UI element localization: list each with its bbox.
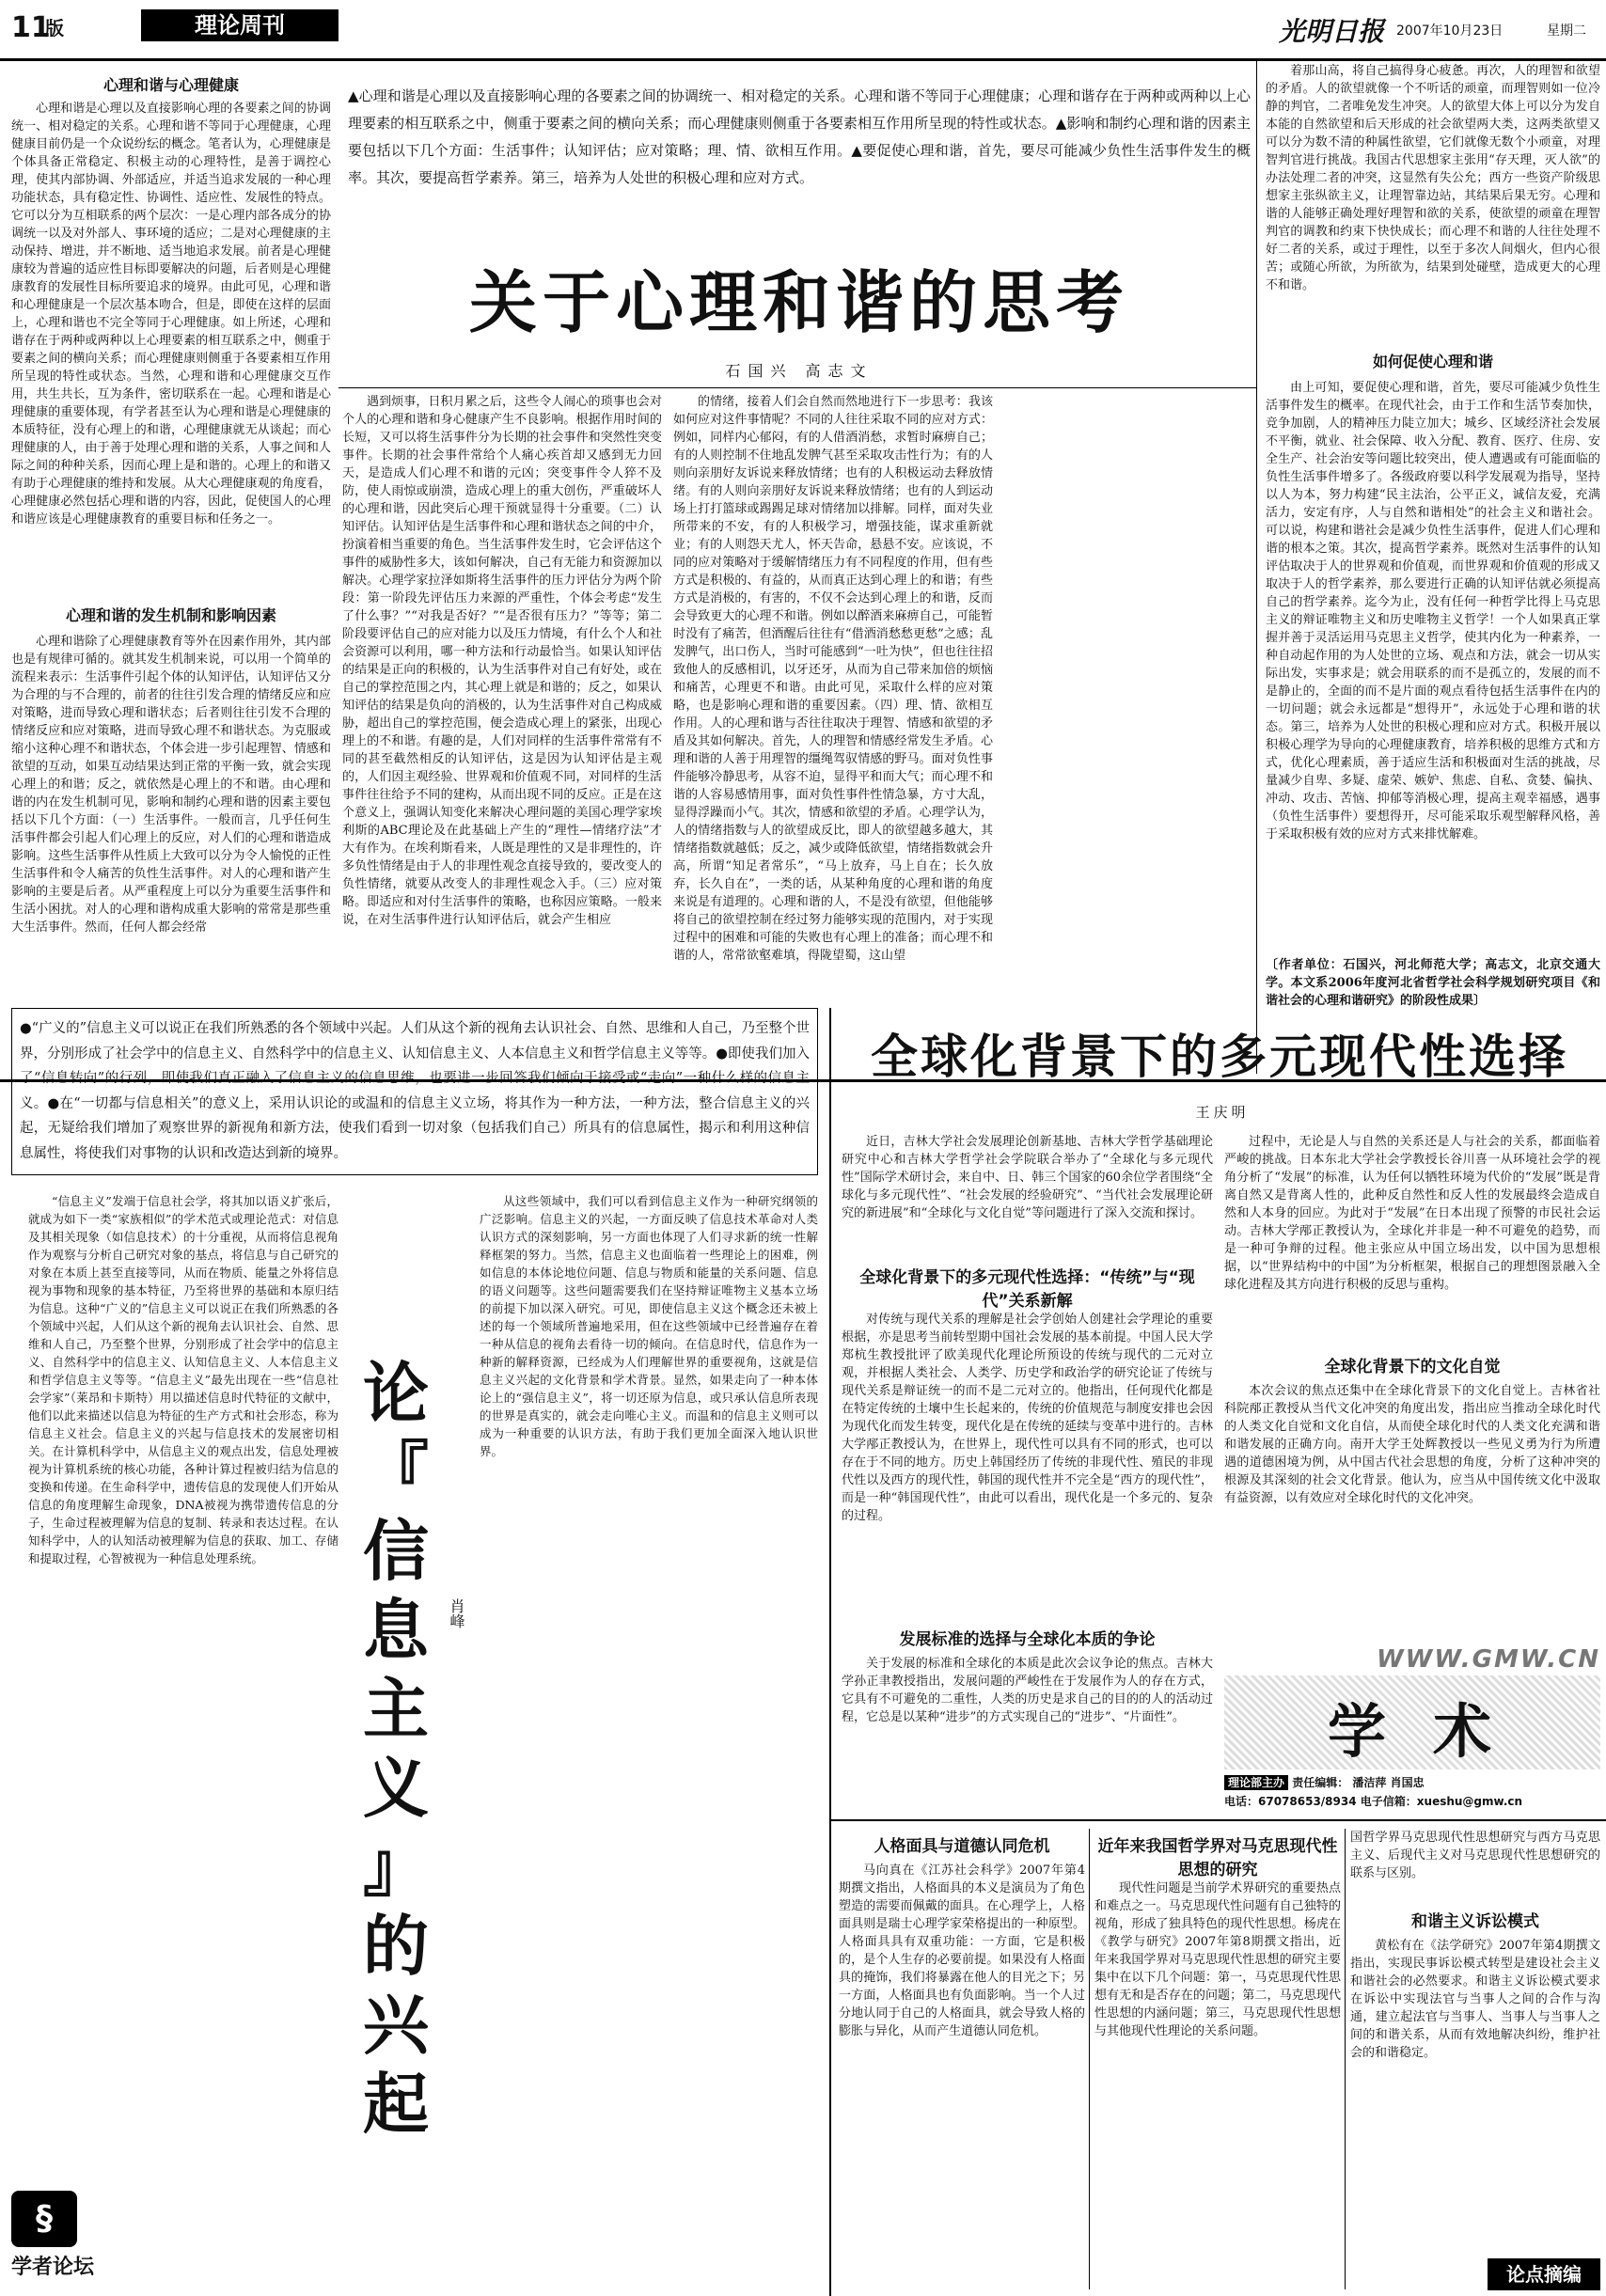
- editor-info: [1224, 1773, 1600, 1815]
- article1-column-3: 的情绪，接着人们会自然而然地进行下一步思考：我该如何应对这件事情呢？不同的人往往采取不同的应对方式：例如，同样内心郁闷，有的人借酒消愁，求暂时麻痹自己；有的人则控制不住地乱发脾气甚至采取攻击性行为；有的人则向亲朋好友诉说来释放情绪；也有的人积极运动去释放情绪。有的人则向亲朋好友诉说来释放情绪；也有的人到运动场上打打篮球或踢踢足球对情绪加以排解。同样，面对失业所带来的不安，有的人积极学习，增强技能，谋求重新就业；有的人则怨天尤人，怀天告命，悬悬不安。应该说，不同的应对策略对于缓解情绪压力有不同程度的作用，但有些方式是积极的、有益的，从而真正达到心理上的和谐；有些方式是消极的，有害的，不仅不会达到心理上的和谐，反而会导致更大的心理不和谐。例如以醉酒来麻痹自己，可能暂时没有了痛苦，但酒醒后往往有“借酒消愁愁更愁”之感；乱发脾气，出口伤人，当时可能感到“一吐为快”，但也往往招致他人的反感相讥，以牙还牙，从而为自己带来加倍的烦恼和痛苦，心理更不和谐。由此可见，采取什么样的应对策略，也是影响心理和谐的重要因素。（四）理、情、欲相互作用。人的心理和谐与否往往取决于理智、情感和欲望的矛盾及其如何解决。首先，人的理智和情感经常发生矛盾。心理和谐的人善于用理智的缰绳驾驭情感的野马。面对负性事件能够冷静思考，从容不迫，显得平和而大气；而心理不和谐的人容易感情用事，面对负性事件性情急暴，方寸大乱，显得浮躁而小气。其次，情感和欲望的矛盾。心理学认为，人的情绪指数与人的欲望成反比，即人的欲望越多越大，其情绪指数就越低；反之，减少或降低欲望，情绪指数就会升高，所谓“知足者常乐”，“马上放弃，马上自在；长久放弃，长久自在”，一类的话，从某种角度的心理和谐的角度来说是有道理的。心理和谐的人，不是没有欲望，但他能够将自己的欲望控制在经过努力能够实现的范围内，对于实现过程中的困难和可能的失败也有心理上的准备；而心理不和谐的人，常常欲壑难填，得陇望蜀，这山望: [673, 395, 993, 963]
- article1-col4-text-a: 着那山高，将自己搞得身心疲惫。再次，人的理智和欲望的矛盾。人的欲望就像一个不听话的顽童，而理智则如一位冷静的判官，二者唯免发生冲突。人的欲望大体上可以分为发自本能的自然欲望和后天形成的社会欲望两大类，这两类欲望又可以分为数不清的种属性欲望，它们就像无数个小顽童，对理智判官进行挑战。我国古代思想家主张用“存天理，灭人欲”的办法处理二者的冲突，这显然有失公允；西方一些资产阶级思想家主张纵欲主义，让理智靠边站，其结果后果无穷。心理和谐的人能够正确处理好理智和欲的关系，使欲望的顽童在理智判官的调教和约束下快快成长；而心理不和谐的人往往处理不好二者的关系，或过于理性，以至于多次人间烟火，但内心很苦；或随心所欲，为所欲为，结果到处碰壁，造成更大的心理不和谐。: [1266, 64, 1600, 292]
- column-divider: [1256, 58, 1257, 1074]
- page-number: 11: [11, 11, 51, 44]
- article2-lede-box: [11, 1008, 818, 1175]
- article2-column-2: 从这些领域中，我们可以看到信息主义作为一种研究纲领的广泛影响。信息主义的兴起，一方面反映了信息技术革命对人类认识方式的深刻影响，另一方面也体现了人们寻求新的统一性解释框架的努力。当然，信息主义也面临着一些理论上的困难，例如信息的本体论地位问题、信息与物质和能量的关系问题、信息的语义问题等。这些问题需要我们在坚持辩证唯物主义基本立场的前提下加以深入研究。可见，即使信息主义这个概念还未被上述的每一个领域所普遍地采用，但在这些领域中已经普遍存在着一种从信息的视角去看待一切的倾向。在信息时代，信息作为一种新的解释资源，已经成为人们理解世界的重要视角，这就是信息主义兴起的文化背景和学术背景。显然，如果走向了一种本体论上的“强信息主义”，将一切还原为信息，或只承认信息所表现的世界是真实的，就会走向唯心主义。而温和的信息主义则可以成为一种重要的认识方法，有助于我们更加全面深入地认识世界。: [480, 1194, 818, 1458]
- brief-3-intro: 国哲学界马克思现代性思想研究与西方马克思主义、后现代主义对马克思现代性思想研究的联系与区别。: [1350, 1831, 1600, 1880]
- article3-intro: 近日，吉林大学社会发展理论创新基地、吉林大学哲学基础理论研究中心和吉林大学哲学社会学院联合举办了“全球化与多元现代性”国际学术研讨会，来自中、日、韩三个国家的60余位学者围绕“全球化与多元现代性”、“社会发展的经验研究”、“当代社会发展理论研究的新进展”和“全球化与文化自觉”等问题进行了深入交流和探讨。: [842, 1135, 1213, 1220]
- article2-lede: ●“广义的”信息主义可以说正在我们所熟悉的各个领域中兴起。人们从这个新的视角去认识社会、自然、思维和人自己，乃至整个世界，分别形成了社会学中的信息主义、自然科学中的信息主义、认知信息主义、人本信息主义和哲学信息主义等等。●即使我们加入了“信息转向”的行列，即使我们真正融入了信息主义的信息思维，也要进一步回答我们倾向于接受或“走向”一种什么样的信息主义。●在“一切都与信息相关”的意义上，采用认识论的或温和的信息主义立场，将其作为一种方法，一种方法，整合信息主义的兴起，无疑给我们增加了观察世界的新视角和新方法，使我们看到一切对象（包括我们自己）所具有的信息属性，揭示和利用这种信息属性，将使我们对事物的认识和改造达到新的境界。: [20, 1021, 810, 1161]
- editor-names: 潘洁萍 肖国忠: [1352, 1776, 1425, 1789]
- article1-col1-text-b: 心理和谐除了心理健康教育等外在因素作用外，其内部也是有规律可循的。就其发生机制来说，可以用一个简单的流程来表示：生活事件引起个体的认知评估，认知评估又分为合理的与不合理的，前者的往往引发合理的情绪反应和应对策略，进而导致心理和谐状态；后者则往往引发不合理的情绪反应和应对策略，进而导致心理不和谐状态。为克服或缩小这种心理不和谐状态，个体会进一步引起理智、情感和欲望的互动，如果互动结果达到正常的平衡一致，就会实现心理上的和谐；反之，就依然是心理上的不和谐。由心理和谐的内在发生机制可见，影响和制约心理和谐的因素主要包括以下几个方面：（一）生活事件。一般而言，几乎任何生活事件都会引起人们心理上的反应，对人们的心理和谐造成影响。这些生活事件从性质上大致可以分为令人愉悦的正性生活事件和令人痛苦的负性生活事件。对人的心理和谐产生影响的主要是后者。从严重程度上可以分为重要生活事件和生活小困扰。对人的心理和谐构成重大影响的常常是那些重大生活事件。然而，任何人都会经常: [11, 635, 331, 935]
- editor-role: 责任编辑：: [1292, 1776, 1349, 1789]
- page-header: [0, 0, 1606, 61]
- article3-body-3: 本次会议的焦点还集中在全球化背景下的文化自觉上。吉林省社科院邴正教授从当代文化冲突的角度出发，指出应当推动全球化时代的人类文化自觉和文化自信，从而使全球化时代的人类文化充满和谐和谐发展的正确方向。南开大学王处辉教授以一些见义勇为行为所遭遇的道德困境为例，从中国古代社会思想的角度，分析了这种冲突的根源及其深刻的社会文化背景。他认为，应当从中国传统文化中汲取有益资源，以有效应对全球化时代的文化冲突。: [1224, 1384, 1600, 1505]
- article1-subheading-1: 心理和谐与心理健康: [102, 76, 239, 94]
- article1-col4-text-b: 由上可知，要促使心理和谐，首先，要尽可能减少负性生活事件发生的概率。在现代社会，由于工作和生活节奏加快，竞争加剧，人的精神压力陡立加大；城乡、区域经济社会发展不平衡，就业、社会保障、收入分配、教育、医疗、住房、安全生产、社会治安等问题比较突出，使人遭遇或有可能面临的负性生活事件增多了。各级政府要以科学发展观为指导，坚持以人为本，努力构建“民主法治，公平正义，诚信友爱，充满活力，安定有序，人与自然和谐相处”的社会主义和谐社会。可以说，构建和谐社会是减少负性生活事件，促进人们心理和谐的根本之策。其次，提高哲学素养。既然对生活事件的认知评估取决于人的世界观和价值观，而世界观和价值观的形成又取决于人的哲学素养，那么要进行正确的认知评估就必须提高自己的哲学素养。迄今为止，没有任何一种哲学比得上马克思主义的辩证唯物主义和历史唯物主义哲学！一个人如果真正掌握并善于灵活运用马克思主义哲学，使其内化为一种素养，一种自动起作用的为人处世的立场、观点和方法，就会一切从实际出发，实事求是；就会用联系的而不是孤立的，发展的而不是静止的，全面的而不是片面的观点看待包括生活事件在内的一切问题；就会永远都是“想得开”，永远处于心理和谐的状态。第三，培养为人处世的积极心理和应对方式。积极开展以积极心理学为导向的心理健康教育，培养积极的思维方式和方式，优化心理素质，善于适应生活和积极面对生活的挑战，尽量减少自卑、多疑、虚荣、嫉妒、焦虑、自私、贪婪、偏执、冲动、攻击、苦恼、抑郁等消极心理，提高主观幸福感，遇事（负性生活事件）要想得开，尽可能采取乐观型解释风格，善于采取积极有效的应对方式来排忧解难。: [1266, 381, 1600, 841]
- article3-col2-text: 过程中，无论是人与自然的关系还是人与社会的关系，都面临着严峻的挑战。日本东北大学社会学教授长谷川喜一从环境社会学的视角分析了“发展”的标准，认为任何以牺牲环境为代价的“发展”既是背离自然又是背离人性的，此种反自然性和反人性的发展最终会造成自然和人本身的回应。为此对于“发展”在日本出现了预警的市民社会运动。吉林大学邴正教授认为，全球化并非是一种不可避免的趋势，而是一种可争辩的过程。他主张应从中国立场出发，以中国为思想根据，以“世界结构中的中国”为分析框架，根据自己的理想图景融入全球化进程及其方向进行积极的反思与重构。: [1224, 1135, 1600, 1292]
- editor-label: 理论部主办: [1224, 1775, 1288, 1790]
- section-banner-title: 学术: [1328, 1697, 1539, 1766]
- article1-column-2: 遇到烦事，日积月累之后，这些令人闹心的琐事也会对个人的心理和谐和身心健康产生不良影响。根据作用时间的长短，又可以将生活事件分为长期的社会事件和突然性突变事件。长期的社会事件常给个人痛心疾首却又感到无力回天，是造成人们心理不和谐的元凶；突变事件令人猝不及防，使人雨惊或崩溃，造成心理上的重大创伤，严重破坏人的心理和谐，因此突后心理干预就显得十分重要。（二）认知评估。认知评估是生活事件和心理和谐状态之间的中介，扮演着相当重要的角色。当生活事件发生时，它会评估这个事件的威胁性多大，该如何解决，自己有无能力和资源加以解决。心理学家拉泽如斯将生活事件的压力评估分为两个阶段：第一阶段先评估压力来源的严重性，个体会考虑“发生了什么事？”“对我是否好？”“是否很有压力？”等等；第二阶段要评估自己的应对能力以及压力情境，有什么个人和社会资源可以利用，哪一种方法和行动最恰当。如果认知评估的结果是正向的积极的，认为生活事件对自己有好处，或在自己的掌控范围之内，其心理上就是和谐的；反之，如果认知评估的结果是负向的消极的，认为生活事件对自己构成威胁，超出自己的掌控范围，便会造成心理上的紧张，出现心理上的不和谐。有趣的是，人们对同样的生活事件常常有不同的甚至截然相反的认知评估，这是因为认知评估是主观的，人们因主观经验、世界观和价值观不同，对同样的生活事件往往给予不同的建构，从而出现不同的反应。正是在这个意义上，强调认知变化来解决心理问题的美国心理学家埃利斯的ABC理论及在此基础上产生的“理性—情绪疗法”才大有作为。在埃利斯看来，人既是理性的又是非理性的，许多负性情绪是由于人的非理性观念直接导致的，要改变人的负性情绪，就要从改变人的非理性观念入手。（三）应对策略。即适应和对付生活事件的策略，也称因应策略。一般来说，在对生活事件进行认知评估后，就会产生相应: [342, 395, 662, 927]
- article2-title-char: 的: [363, 1908, 429, 1985]
- article1-title: 关于心理和谐的思考: [468, 263, 1129, 342]
- article3-column-2: [1224, 1133, 1600, 1641]
- article2-author: 肖峰: [448, 1598, 465, 1628]
- forum-logo-text: 学者论坛: [11, 2256, 95, 2279]
- article2-title-char: 论: [363, 1355, 429, 1432]
- article2-title-char: 义: [363, 1750, 429, 1827]
- brief-2: [1094, 1829, 1341, 2280]
- article3-author: 王庆明: [1195, 1104, 1250, 1121]
- article1-author: 石国兴 高志文: [725, 362, 874, 380]
- article3-title: 全球化背景下的多元现代性选择: [871, 1030, 1568, 1084]
- column-divider: [829, 1008, 831, 2296]
- brief-2-title: 近年来我国哲学界对马克思现代性思想的研究: [1097, 1837, 1338, 1879]
- brief-3: [1350, 1829, 1600, 2242]
- article3-body-2: 关于发展的标准和全球化的本质是此次会议争论的焦点。吉林大学孙正聿教授指出，发展问题的严峻性在于发展作为人的存在方式，它具有不可避免的二重性，人类的历史是求自己的目的的人的活动过程，它总是以某种“进步”的方式实现自己的“进步”、“片面性”。: [842, 1657, 1213, 1724]
- brief-3-title: 和谐主义诉讼模式: [1411, 1912, 1539, 1931]
- section-banner: [1224, 1675, 1600, 1769]
- article2-title-char: 信: [363, 1513, 429, 1590]
- article1-divider: [339, 387, 1256, 388]
- article1-subheading-2: 心理和谐的发生机制和影响因素: [65, 606, 276, 624]
- brief-1-body: 马向真在《江苏社会科学》2007年第4期撰文指出，人格面具的本义是演员为了角色塑造的需要而佩戴的面具。在心理学上，人格面具则是瑞士心理学家荣格提出的一种原型。人格面具具有双重功能：一方面，它是积极的，是个人生存的必要前提。如果没有人格面具的掩饰，我们将暴露在他人的目光之下；另一方面，人格面具也有负面影响。当一个人过分地认同于自己的人格面具，就会导致人格的膨胀与异化，从而产生道德认同危机。: [839, 1864, 1085, 2038]
- article2-title-char: 『: [363, 1434, 429, 1511]
- newspaper-logo: 光明日报: [1279, 16, 1385, 47]
- page-label: 版: [45, 17, 64, 39]
- article1-footnote: 〔作者单位：石国兴，河北师范大学；高志文，北京交通大学。本文系2006年度河北省哲学社会科学规划研究项目《和谐社会的心理和谐研究》的阶段性成果〕: [1266, 958, 1600, 1008]
- article2-title: [353, 1354, 439, 2162]
- article1-column-1: [11, 100, 331, 1068]
- brief-1-title: 人格面具与道德认同危机: [874, 1837, 1050, 1856]
- article2-title-char: 兴: [363, 1987, 429, 2064]
- article2-column-1: “信息主义”发端于信息社会学，将其加以语义扩张后，就成为如下一类“家族相似”的学术范式或理论范式：对信息及其相关现象（如信息技术）的十分重视，从而将信息视角作为观察与分析自己研究对象的基点，将信息与自己研究的对象在本质上甚至直接等同，从而在物质、能量之外将信息视为事物和现象的基本特征，乃至将世界的基础和本原归结为信息。这种“广义的”信息主义可以说正在我们所熟悉的各个领域中兴起，人们从这个新的视角去认识社会、自然、思维和人自己，乃至整个世界，分别形成了社会学中的信息主义、自然科学中的信息主义、认知信息主义、人本信息主义和哲学信息主义等等。“信息主义”最先出现在一些“信息社会学家”（莱昂和卡斯特）用以描述信息时代特征的文献中，他们以此来描述以信息为特征的生产方式和社会形态，称为信息主义社会。信息主义的兴起与信息技术的发展密切相关。在计算机科学中，从信息主义的观点出发，信息处理被视为计算机系统的核心功能，各种计算过程被归结为信息的变换和传递。在生命科学中，遗传信息的发现使人们开始从信息的角度理解生命现象，DNA被视为携带遗传信息的分子，生命过程被理解为信息的复制、转录和表达过程。在认知科学中，人的认知活动被理解为信息的获取、加工、存储和提取过程，心智被视为一种信息处理系统。: [28, 1194, 339, 1565]
- article3-column-1: [842, 1133, 1213, 1622]
- article1-col1-text-a: 心理和谐是心理以及直接影响心理的各要素之间的协调统一、相对稳定的关系。心理和谐不等同于心理健康，心理健康目前仍是一个众说纷纭的概念。笔者认为，心理健康是个体具备正常稳定、积极主动的心理特性，是善于调控心理，使其内部协调、外部适应，并适当追求发展的一种心理功能状态，具有稳定性、协调性、适应性、发展性的特点。它可以分为互相联系的两个层次：一是心理内部各成分的协调统一以及对外部人、事环境的适应；二是对心理健康的主动保持、增进，并不断地、适当地追求发展。前者是心理健康较为普遍的适应性目标即要解决的问题，后者则是心理健康教育的发展性目标所要追求的境界。由此可见，心理和谐和心理健康是一个层次基本吻合，但是，即使在这样的层面上，心理和谐也不完全等同于心理健康。如上所述，心理和谐存在于两种或两种以上心理要素的相互联系之中，侧重于要素之间的横向关系；而心理健康则侧重于各要素相互作用所呈现的特性或状态。当然，心理和谐和心理健康交互作用，共生共长，互为条件，密切联系在一起。心理和谐是心理健康的重要体现，有学者甚至认为心理和谐是心理健康的本质特征，没有心理上的和谐，心理健康就无从谈起；而心理健康的人，由于善于处理心理和谐的关系，人事之间和人际之间的种种关系，因而心理上是和谐的。心理上的和谐又有助于心理健康的维持和发展。从大心理健康观的角度看，心理健康必然包括心理和谐的内容，因此，促使国人的心理和谐应该是心理健康教育的重要目标和任务之一。: [11, 102, 331, 527]
- brief-1: [839, 1829, 1085, 2280]
- article3-column-1b: [842, 1622, 1213, 1753]
- brief-3-body: 黄松有在《法学研究》2007年第4期撰文指出，实现民事诉讼模式转型是建设社会主义和谐社会的必然要求。和谐主义诉讼模式要求在诉讼中实现法官与当事人之间的合作与沟通，建立起法官与当事人、当事人与当事人之间的和谐关系，从而有效地解决纠纷，维护社会的和谐稳定。: [1350, 1939, 1600, 2060]
- issue-weekday: 星期二: [1547, 24, 1586, 39]
- issue-date: 2007年10月23日: [1396, 24, 1504, 39]
- article1-lede: ▲心理和谐是心理以及直接影响心理的各要素之间的协调统一、相对稳定的关系。心理和谐不等同于心理健康；心理和谐存在于两种或两种以上心理要素的相互联系之中，侧重于要素之间的横向关系；而心理健康则侧重于各要素相互作用所呈现的特性或状态。▲影响和制约心理和谐的因素主要包括以下几个方面：生活事件；认知评估；应对策略；理、情、欲相互作用。▲要促使心理和谐，首先，要尽可能减少负性生活事件发生的概率。其次，要提高哲学素养。第三，培养为人处世的积极心理和应对方式。: [348, 87, 1251, 186]
- column-divider: [1345, 1829, 1346, 2289]
- forum-logo: [11, 2191, 124, 2285]
- article3-body-1: 对传统与现代关系的理解是社会学创始人创建社会学理论的重要根据，亦是思考当前转型期中国社会发展的基本前提。中国人民大学郑杭生教授批评了欧美现代化理论所预设的传统与现代的二元对立观，并根据人类社会、人类学、历史学和政治学的研究论证了传统与现代关系是辩证统一的而不是二元对立的。他指出，任何现代化都是在特定传统的土壤中生长起来的，传统的价值规范与制度安排也会因为现代化而发生转变，现代化是在传统的延续与变革中进行的。吉林大学邴正教授认为，在世界上，现代性可以具有不同的形式，也可以存在于不同的地方。历史上韩国经历了传统的非现代性、殖民的非现代性以及西方的现代性，韩国的现代性并不完全是“西方的现代性”，而是一种“韩国现代性”，由此可以看出，现代化是一个多元的、复杂的过程。: [842, 1313, 1213, 1523]
- article1-column-4: [1266, 62, 1600, 1074]
- column-divider: [1089, 1829, 1090, 2289]
- editor-phone: 电话：67078653/8934: [1224, 1795, 1357, 1808]
- section-title: 理论周刊: [141, 9, 339, 41]
- article2-title-char: 息: [363, 1592, 429, 1669]
- article2-title-char: 起: [363, 2066, 429, 2143]
- article3-subheading-3: 全球化背景下的文化自觉: [1324, 1358, 1501, 1376]
- article3-subheading-1: 全球化背景下的多元现代性选择：“传统”与“现代”关系新解: [859, 1268, 1195, 1311]
- briefs-badge: 论点摘编: [1488, 2258, 1600, 2290]
- brief-2-body: 现代性问题是当前学术界研究的重要热点和难点之一。马克思现代性问题有自己独特的视角，形成了独具特色的现代性思想。杨虎在《教学与研究》2007年第8期撰文指出，近年来我国学界对马克思现代性思想的研究主要集中在以下几个问题：第一，马克思现代性思想有无和是否存在的问题；第二，马克思现代性思想的内涵问题；第三，马克思现代性思想与其他现代性理论的关系问题。: [1094, 1881, 1341, 2038]
- article2-title-char: 』: [363, 1829, 429, 1906]
- article3-subheading-2: 发展标准的选择与全球化本质的争论: [899, 1630, 1156, 1649]
- forum-logo-icon: §: [11, 2191, 77, 2247]
- article1-subheading-3: 如何促使心理和谐: [1372, 353, 1493, 370]
- briefs-divider: [831, 1819, 1606, 1821]
- website-url[interactable]: WWW.GMW.CN: [1376, 1645, 1600, 1674]
- editor-email: 电子信箱：xueshu@gmw.cn: [1360, 1795, 1523, 1808]
- article2-title-char: 主: [363, 1671, 429, 1748]
